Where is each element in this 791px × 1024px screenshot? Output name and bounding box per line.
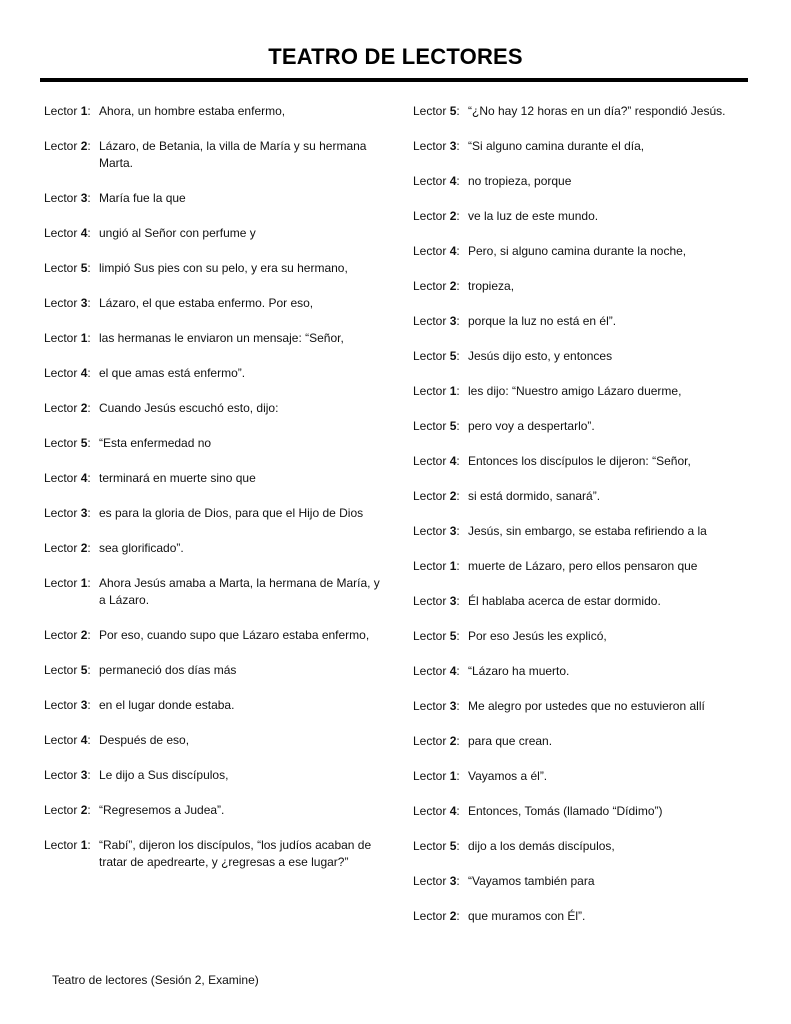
speaker-word: Lector (413, 314, 447, 328)
speaker-label: Lector 3: (413, 594, 460, 608)
line-text: Entonces, Tomás (llamado “Dídimo”) (468, 804, 663, 818)
speaker-label: Lector 5: (413, 104, 460, 118)
script-line (413, 803, 753, 820)
speaker-label: Lector 2: (413, 279, 460, 293)
line-text: Por eso Jesús les explicó, (468, 629, 607, 643)
speaker-number: 3 (449, 524, 457, 538)
line-text: permaneció dos días más (99, 663, 237, 677)
speaker-label: Lector 1: (44, 104, 91, 118)
line-text: Por eso, cuando supo que Lázaro estaba enfermo, (99, 628, 370, 642)
speaker-label: Lector 4: (44, 733, 91, 747)
line-text: tropieza, (468, 279, 515, 293)
speaker-number: 1 (80, 331, 88, 345)
speaker-label: Lector 4: (44, 471, 91, 485)
speaker-word: Lector (413, 909, 447, 923)
speaker-word: Lector (44, 366, 78, 380)
speaker-label: Lector 5: (413, 349, 460, 363)
speaker-label: Lector 4: (413, 244, 460, 258)
script-line (44, 295, 389, 312)
speaker-word: Lector (413, 349, 447, 363)
speaker-label: Lector 5: (44, 663, 91, 677)
script-line (44, 103, 389, 120)
line-text: el que amas está enfermo”. (99, 366, 246, 380)
speaker-label: Lector 2: (44, 628, 91, 642)
speaker-number: 4 (80, 733, 88, 747)
speaker-word: Lector (44, 506, 78, 520)
line-text: Me alegro por ustedes que no estuvieron allí (468, 699, 705, 713)
speaker-label: Lector 1: (413, 384, 460, 398)
speaker-word: Lector (44, 331, 78, 345)
line-text: pero voy a despertarlo”. (468, 419, 595, 433)
speaker-label: Lector 1: (44, 576, 91, 590)
speaker-number: 1 (80, 576, 88, 590)
speaker-number: 2 (449, 734, 457, 748)
speaker-label: Lector 3: (413, 699, 460, 713)
line-text: no tropieza, porque (468, 174, 572, 188)
speaker-number: 2 (449, 209, 457, 223)
speaker-word: Lector (413, 559, 447, 573)
speaker-word: Lector (44, 104, 78, 118)
line-text: Jesús dijo esto, y entonces (468, 349, 613, 363)
speaker-number: 2 (80, 401, 88, 415)
script-line (413, 103, 753, 120)
speaker-number: 4 (449, 804, 457, 818)
speaker-number: 1 (80, 838, 88, 852)
line-text: Lázaro, el que estaba enfermo. Por eso, (99, 296, 314, 310)
speaker-number: 2 (80, 139, 88, 153)
script-line (44, 260, 389, 277)
script-line (413, 908, 753, 925)
speaker-word: Lector (413, 384, 447, 398)
speaker-number: 5 (80, 436, 88, 450)
script-line (413, 628, 753, 645)
line-text: Pero, si alguno camina durante la noche, (468, 244, 687, 258)
speaker-number: 4 (449, 454, 457, 468)
line-text: limpió Sus pies con su pelo, y era su hermano, (99, 261, 348, 275)
script-line (413, 558, 753, 575)
line-text: Jesús, sin embargo, se estaba refiriendo a la (468, 524, 707, 538)
script-line (413, 873, 753, 890)
speaker-label: Lector 3: (44, 698, 91, 712)
script-line (413, 768, 753, 785)
speaker-number: 4 (80, 471, 88, 485)
line-text: “Esta enfermedad no (99, 436, 212, 450)
speaker-number: 2 (449, 279, 457, 293)
script-line (413, 418, 753, 435)
script-line (44, 767, 389, 784)
speaker-word: Lector (413, 734, 447, 748)
speaker-number: 5 (80, 261, 88, 275)
speaker-number: 5 (449, 629, 457, 643)
speaker-word: Lector (413, 874, 447, 888)
line-text: sea glorificado”. (99, 541, 184, 555)
speaker-number: 3 (449, 314, 457, 328)
line-text: Después de eso, (99, 733, 190, 747)
speaker-word: Lector (44, 733, 78, 747)
speaker-number: 5 (449, 104, 457, 118)
speaker-number: 4 (449, 174, 457, 188)
script-line (413, 278, 753, 295)
script-line (413, 173, 753, 190)
script-line (413, 313, 753, 330)
speaker-number: 3 (449, 699, 457, 713)
speaker-word: Lector (413, 489, 447, 503)
speaker-label: Lector 2: (44, 139, 91, 153)
line-text: Entonces los discípulos le dijeron: “Señor, (468, 454, 691, 468)
line-text: Cuando Jesús escuchó esto, dijo: (99, 401, 279, 415)
speaker-word: Lector (413, 209, 447, 223)
line-text: para que crean. (468, 734, 553, 748)
speaker-label: Lector 4: (413, 664, 460, 678)
script-line (44, 138, 389, 172)
speaker-number: 2 (80, 628, 88, 642)
line-text: Le dijo a Sus discípulos, (99, 768, 229, 782)
line-text: si está dormido, sanará”. (468, 489, 601, 503)
speaker-label: Lector 5: (44, 261, 91, 275)
speaker-word: Lector (413, 629, 447, 643)
speaker-label: Lector 4: (44, 226, 91, 240)
speaker-number: 5 (80, 663, 88, 677)
line-text: las hermanas le enviaron un mensaje: “Señor, (99, 331, 344, 345)
speaker-word: Lector (413, 664, 447, 678)
speaker-number: 3 (80, 506, 88, 520)
script-line (44, 540, 389, 557)
speaker-number: 3 (449, 139, 457, 153)
speaker-word: Lector (413, 804, 447, 818)
speaker-word: Lector (413, 769, 447, 783)
speaker-label: Lector 3: (413, 874, 460, 888)
script-line (44, 802, 389, 819)
speaker-label: Lector 3: (413, 139, 460, 153)
speaker-number: 3 (80, 191, 88, 205)
speaker-number: 5 (449, 349, 457, 363)
script-line (44, 837, 389, 871)
speaker-number: 5 (449, 839, 457, 853)
speaker-word: Lector (44, 768, 78, 782)
script-line (44, 697, 389, 714)
script-line (44, 330, 389, 347)
script-line (413, 523, 753, 540)
speaker-word: Lector (413, 174, 447, 188)
speaker-word: Lector (44, 296, 78, 310)
speaker-word: Lector (413, 104, 447, 118)
page-footer: Teatro de lectores (Sesión 2, Examine) (52, 973, 259, 987)
left-column (44, 103, 389, 889)
speaker-number: 2 (80, 541, 88, 555)
speaker-label: Lector 1: (44, 838, 91, 852)
speaker-word: Lector (44, 226, 78, 240)
script-line (413, 698, 753, 715)
speaker-number: 1 (449, 769, 457, 783)
line-text: “Regresemos a Judea”. (99, 803, 225, 817)
script-line (44, 732, 389, 749)
speaker-word: Lector (413, 139, 447, 153)
script-line (413, 383, 753, 400)
speaker-number: 4 (449, 244, 457, 258)
speaker-word: Lector (44, 628, 78, 642)
line-text: ungió al Señor con perfume y (99, 226, 256, 240)
speaker-word: Lector (44, 663, 78, 677)
line-text: porque la luz no está en él”. (468, 314, 617, 328)
speaker-number: 4 (80, 366, 88, 380)
speaker-word: Lector (413, 594, 447, 608)
speaker-word: Lector (44, 541, 78, 555)
line-text: terminará en muerte sino que (99, 471, 256, 485)
script-line (44, 627, 389, 644)
speaker-number: 4 (449, 664, 457, 678)
speaker-word: Lector (44, 698, 78, 712)
line-text: en el lugar donde estaba. (99, 698, 235, 712)
script-line (44, 505, 389, 522)
speaker-label: Lector 1: (44, 331, 91, 345)
line-text: “Vayamos también para (468, 874, 595, 888)
speaker-number: 3 (449, 874, 457, 888)
line-text: es para la gloria de Dios, para que el Hijo de Dios (99, 506, 364, 520)
speaker-number: 4 (80, 226, 88, 240)
speaker-word: Lector (413, 419, 447, 433)
speaker-word: Lector (413, 524, 447, 538)
speaker-label: Lector 4: (413, 174, 460, 188)
speaker-number: 5 (449, 419, 457, 433)
speaker-number: 3 (80, 296, 88, 310)
line-text: “Lázaro ha muerto. (468, 664, 570, 678)
speaker-number: 1 (80, 104, 88, 118)
line-text: Ahora Jesús amaba a Marta, la hermana de María, y a Lázaro. (99, 576, 380, 607)
speaker-word: Lector (413, 279, 447, 293)
speaker-label: Lector 1: (413, 559, 460, 573)
speaker-word: Lector (44, 401, 78, 415)
speaker-number: 3 (449, 594, 457, 608)
script-line (413, 348, 753, 365)
speaker-label: Lector 5: (413, 629, 460, 643)
speaker-word: Lector (413, 839, 447, 853)
line-text: que muramos con Él”. (468, 909, 586, 923)
speaker-label: Lector 2: (413, 209, 460, 223)
speaker-number: 3 (80, 698, 88, 712)
script-line (413, 208, 753, 225)
speaker-label: Lector 3: (44, 191, 91, 205)
script-line (44, 662, 389, 679)
line-text: les dijo: “Nuestro amigo Lázaro duerme, (468, 384, 682, 398)
speaker-word: Lector (44, 838, 78, 852)
speaker-word: Lector (413, 699, 447, 713)
speaker-label: Lector 4: (413, 804, 460, 818)
speaker-label: Lector 2: (413, 734, 460, 748)
script-line (413, 733, 753, 750)
line-text: “Si alguno camina durante el día, (468, 139, 645, 153)
speaker-label: Lector 2: (413, 909, 460, 923)
script-line (44, 225, 389, 242)
script-line (44, 435, 389, 452)
script-line (413, 453, 753, 470)
title-divider (40, 78, 748, 82)
script-line (44, 470, 389, 487)
script-line (413, 243, 753, 260)
speaker-label: Lector 3: (413, 314, 460, 328)
line-text: ve la luz de este mundo. (468, 209, 599, 223)
right-column (413, 103, 753, 943)
speaker-number: 3 (80, 768, 88, 782)
line-text: dijo a los demás discípulos, (468, 839, 615, 853)
line-text: Vayamos a él”. (468, 769, 548, 783)
speaker-label: Lector 3: (44, 768, 91, 782)
speaker-word: Lector (413, 454, 447, 468)
speaker-word: Lector (44, 471, 78, 485)
script-line (413, 838, 753, 855)
script-line (413, 663, 753, 680)
speaker-word: Lector (44, 803, 78, 817)
speaker-label: Lector 4: (44, 366, 91, 380)
script-line (413, 138, 753, 155)
line-text: muerte de Lázaro, pero ellos pensaron que (468, 559, 698, 573)
script-line (44, 365, 389, 382)
line-text: María fue la que (99, 191, 186, 205)
speaker-label: Lector 5: (413, 839, 460, 853)
speaker-label: Lector 2: (44, 541, 91, 555)
page-title: TEATRO DE LECTORES (268, 44, 523, 69)
script-line (44, 400, 389, 417)
speaker-word: Lector (413, 244, 447, 258)
speaker-label: Lector 3: (413, 524, 460, 538)
speaker-word: Lector (44, 261, 78, 275)
line-text: “Rabí”, dijeron los discípulos, “los judíos acaban de tratar de apedrearte, y ¿regresas a ese lugar?” (99, 838, 372, 869)
speaker-number: 2 (80, 803, 88, 817)
speaker-label: Lector 4: (413, 454, 460, 468)
line-text: Él hablaba acerca de estar dormido. (468, 594, 661, 608)
speaker-number: 2 (449, 489, 457, 503)
speaker-word: Lector (44, 139, 78, 153)
script-line (413, 593, 753, 610)
speaker-word: Lector (44, 576, 78, 590)
speaker-label: Lector 5: (413, 419, 460, 433)
speaker-label: Lector 2: (44, 803, 91, 817)
speaker-word: Lector (44, 191, 78, 205)
line-text: Ahora, un hombre estaba enfermo, (99, 104, 286, 118)
speaker-number: 2 (449, 909, 457, 923)
speaker-label: Lector 1: (413, 769, 460, 783)
speaker-label: Lector 5: (44, 436, 91, 450)
script-line (413, 488, 753, 505)
speaker-label: Lector 3: (44, 506, 91, 520)
speaker-label: Lector 2: (413, 489, 460, 503)
script-line (44, 575, 389, 609)
line-text: Lázaro, de Betania, la villa de María y su hermana Marta. (99, 139, 367, 170)
speaker-number: 1 (449, 384, 457, 398)
speaker-label: Lector 3: (44, 296, 91, 310)
speaker-label: Lector 2: (44, 401, 91, 415)
script-line (44, 190, 389, 207)
line-text: “¿No hay 12 horas en un día?” respondió Jesús. (468, 104, 726, 118)
speaker-number: 1 (449, 559, 457, 573)
speaker-word: Lector (44, 436, 78, 450)
